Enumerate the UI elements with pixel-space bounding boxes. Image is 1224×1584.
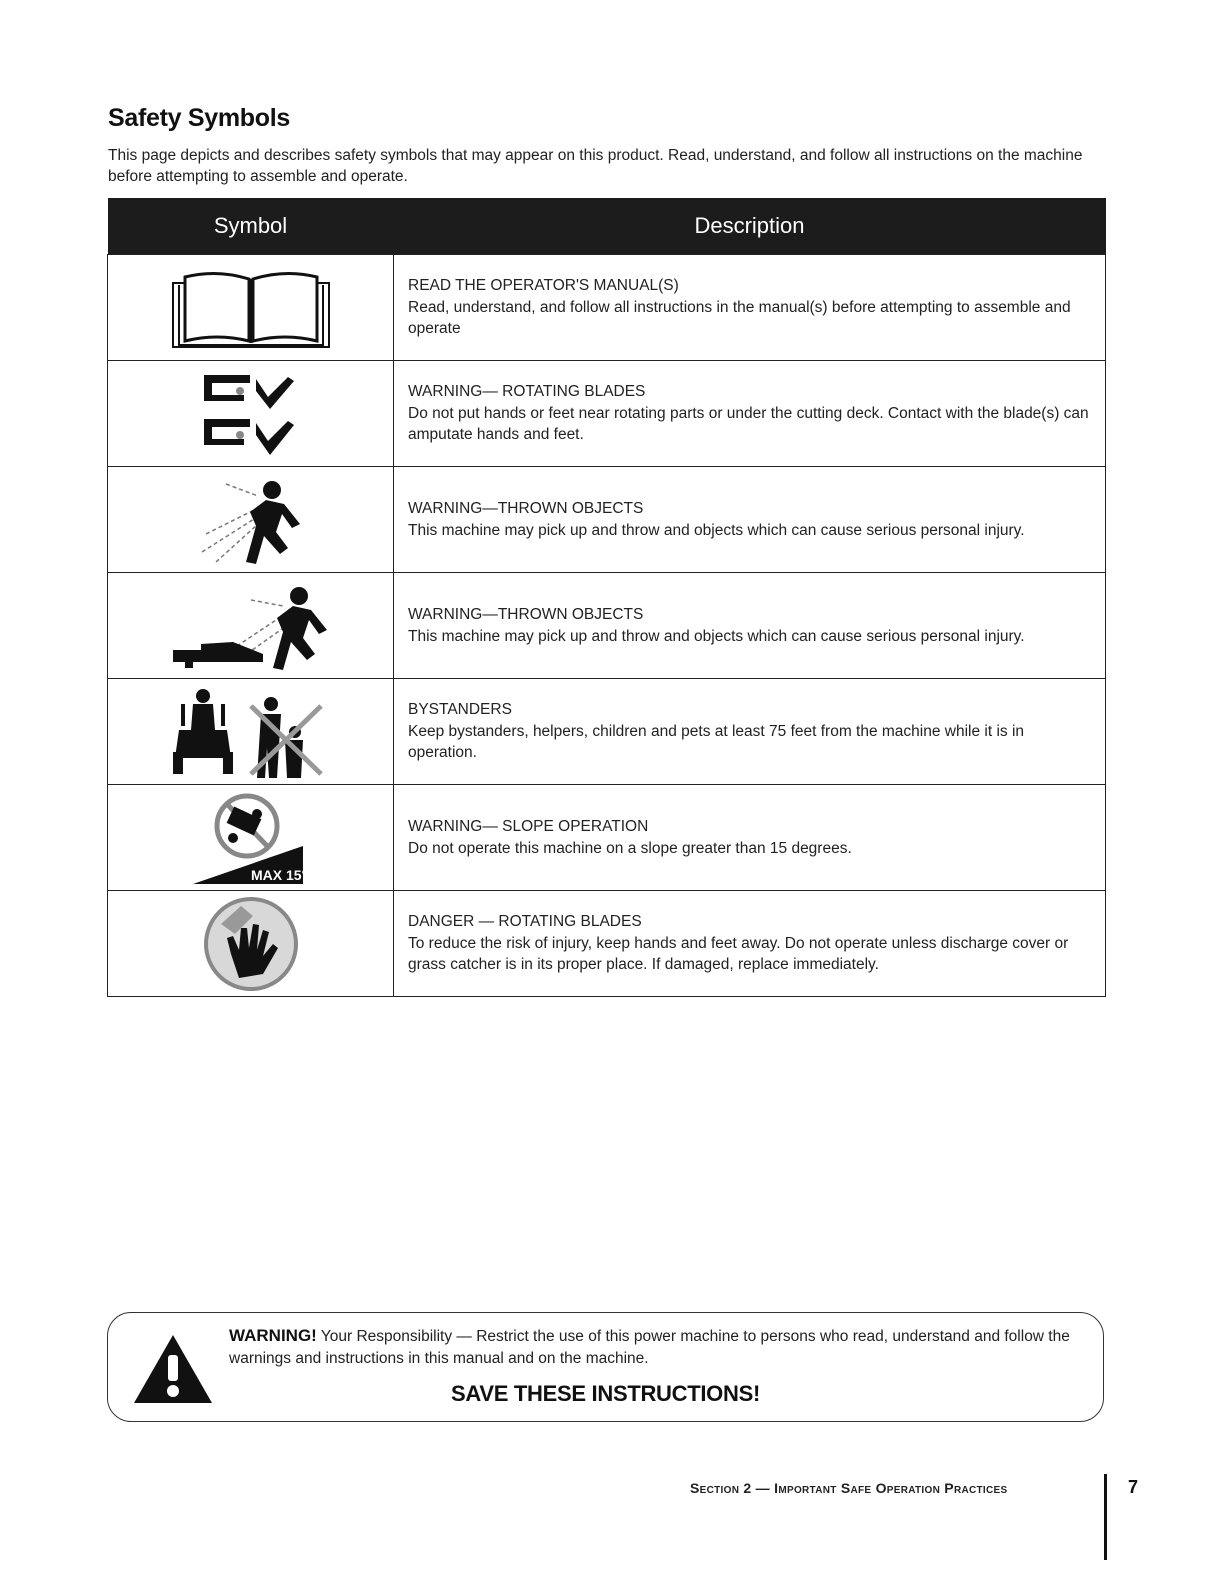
description-body: Do not operate this machine on a slope greater than 15 degrees. bbox=[408, 839, 852, 857]
slope-max-label: MAX 15° bbox=[250, 866, 307, 883]
footer-divider bbox=[1104, 1474, 1107, 1560]
table-row bbox=[108, 255, 1106, 361]
warning-text bbox=[229, 1325, 1089, 1370]
table-header-row bbox=[108, 198, 1106, 255]
operator-manual-icon bbox=[171, 265, 331, 351]
description-heading: DANGER — ROTATING BLADES bbox=[408, 913, 642, 931]
header-symbol: Symbol bbox=[108, 198, 394, 255]
safety-symbols-table bbox=[107, 198, 1106, 997]
hand-blade-danger-icon bbox=[201, 894, 301, 994]
slope-operation-icon bbox=[191, 790, 311, 886]
intro-paragraph: This page depicts and describes safety symbols that may appear on this product. Read, understand, and follow all instructions on the machine before attempting to assemble and operate. bbox=[108, 147, 1083, 185]
page-number: 7 bbox=[1128, 1477, 1139, 1497]
header-description: Description bbox=[394, 198, 1106, 255]
description-heading: WARNING—THROWN OBJECTS bbox=[408, 606, 644, 623]
symbol-cell bbox=[108, 679, 394, 785]
thrown-objects-icon bbox=[196, 474, 306, 566]
description-body: Read, understand, and follow all instructions in the manual(s) before attempting to assemble and operate bbox=[408, 298, 1071, 338]
symbol-cell bbox=[108, 785, 394, 891]
footer-section-title: Section 2 — Important Safe Operation Practices bbox=[690, 1480, 1008, 1496]
warning-label: WARNING! bbox=[229, 1326, 317, 1345]
table-row bbox=[108, 361, 1106, 467]
description-cell bbox=[394, 891, 1106, 997]
description-cell bbox=[394, 255, 1106, 361]
description-heading: WARNING— ROTATING BLADES bbox=[408, 383, 646, 401]
symbol-cell bbox=[108, 891, 394, 997]
description-cell bbox=[394, 573, 1106, 679]
table-row bbox=[108, 573, 1106, 679]
description-body: This machine may pick up and throw and objects which can cause serious personal injury. bbox=[408, 627, 1025, 645]
table-row bbox=[108, 679, 1106, 785]
description-heading: BYSTANDERS bbox=[408, 701, 512, 719]
symbol-cell bbox=[108, 467, 394, 573]
bystanders-icon bbox=[171, 686, 331, 778]
thrown-objects-mower-icon bbox=[171, 580, 331, 672]
description-body: Do not put hands or feet near rotating parts or under the cutting deck. Contact with the blade(s) can amputate hands and feet. bbox=[408, 404, 1089, 444]
description-cell bbox=[394, 679, 1106, 785]
save-instructions: SAVE THESE INSTRUCTIONS! bbox=[451, 1381, 760, 1406]
symbol-cell bbox=[108, 361, 394, 467]
page-title: Safety Symbols bbox=[108, 104, 290, 132]
symbol-cell bbox=[108, 255, 394, 361]
warning-body: Your Responsibility — Restrict the use of this power machine to persons who read, understand and follow the warnings and instructions in this manual and on the machine. bbox=[229, 1328, 1070, 1367]
description-cell bbox=[394, 785, 1106, 891]
description-heading: READ THE OPERATOR'S MANUAL(S) bbox=[408, 277, 679, 295]
description-heading: WARNING—THROWN OBJECTS bbox=[408, 500, 644, 517]
table-row bbox=[108, 467, 1106, 573]
table-row bbox=[108, 891, 1106, 997]
rotating-blades-icon bbox=[196, 369, 306, 459]
warning-box bbox=[107, 1312, 1104, 1422]
description-cell bbox=[394, 467, 1106, 573]
description-body: This machine may pick up and throw and objects which can cause serious personal injury. bbox=[408, 521, 1025, 539]
symbol-cell bbox=[108, 573, 394, 679]
description-body: Keep bystanders, helpers, children and pets at least 75 feet from the machine while it is in operation. bbox=[408, 722, 1025, 762]
description-cell bbox=[394, 361, 1106, 467]
description-body: To reduce the risk of injury, keep hands and feet away. Do not operate unless discharge cover or grass catcher is in its proper place. If damaged, replace immediately. bbox=[408, 934, 1069, 974]
description-heading: WARNING— SLOPE OPERATION bbox=[408, 818, 649, 835]
table-row bbox=[108, 785, 1106, 891]
